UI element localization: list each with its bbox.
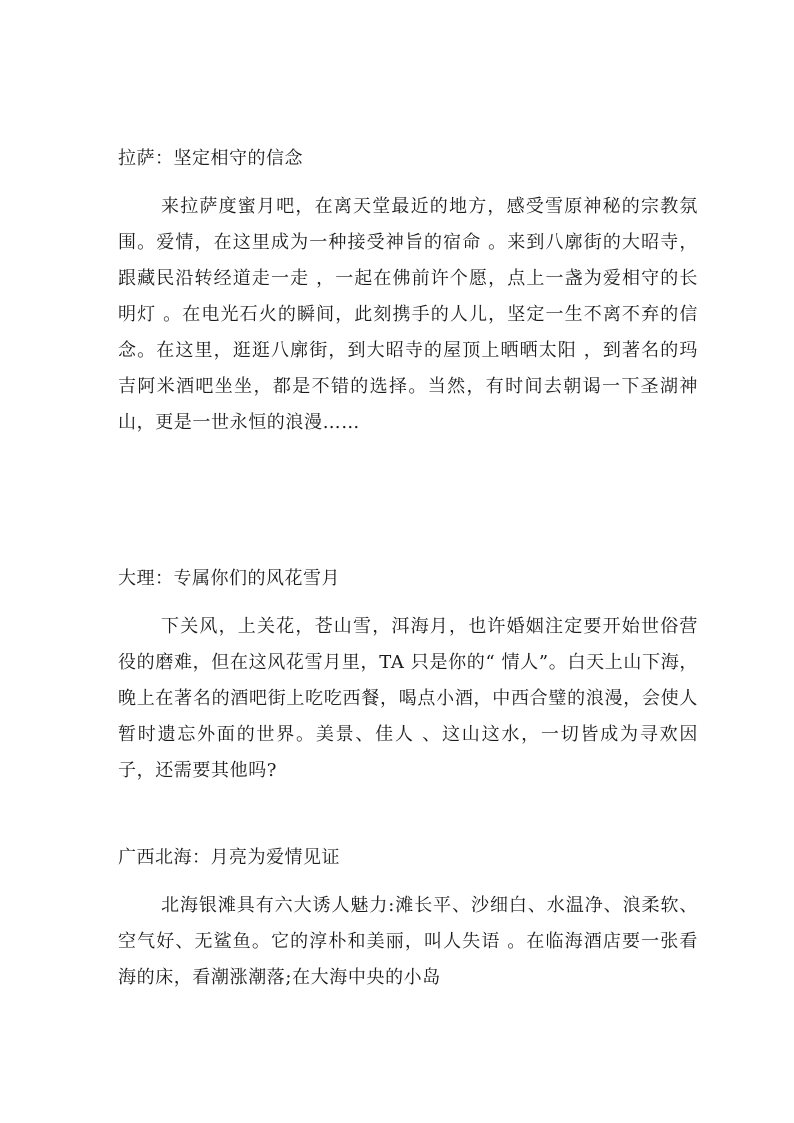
section-paragraph: 北海银滩具有六大诱人魅力:滩长平、沙细白、水温净、浪柔软、空气好、无鲨鱼。它的淳朴和美丽，叫人失语 。在临海酒店要一张看海的床，看潮涨潮落;在大海中央的小岛 <box>118 895 698 988</box>
section-paragraph: 下关风，上关花，苍山雪，洱海月，也许婚姻注定要开始世俗营役的磨难，但在这风花雪月里，TA 只是你的“ 情人”。白天上山下海，晚上在著名的酒吧街上吃吃西餐，喝点小酒，中西合璧的浪漫，会使人暂时遗忘外面的世界。美景、佳人 、这山这水，一切皆成为寻欢因子，还需要其他吗? <box>118 616 698 781</box>
section-dali <box>118 567 698 789</box>
section-lhasa <box>118 147 698 441</box>
section-title: 拉萨：坚定相守的信念 <box>118 148 303 169</box>
section-beihai <box>118 846 698 996</box>
section-paragraph: 来拉萨度蜜月吧，在离天堂最近的地方，感受雪原神秘的宗教氛围。爱情，在这里成为一种接受神旨的宿命 。来到八廓街的大昭寺，跟藏民沿转经道走一走 ，一起在佛前许个愿，点上一盏为爱相守的长明灯 。在电光石火的瞬间，此刻携手的人儿，坚定一生不离不弃的信念。在这里，逛逛八廓街，到大昭寺的屋顶上晒晒太阳 ，到著名的玛吉阿米酒吧坐坐，都是不错的选择。当然，有时间去朝谒一下圣湖神山，更是一世永恒的浪漫…… <box>118 196 698 433</box>
section-title: 大理：专属你们的风花雪月 <box>118 568 340 589</box>
section-title: 广西北海：月亮为爱情见证 <box>118 847 340 868</box>
